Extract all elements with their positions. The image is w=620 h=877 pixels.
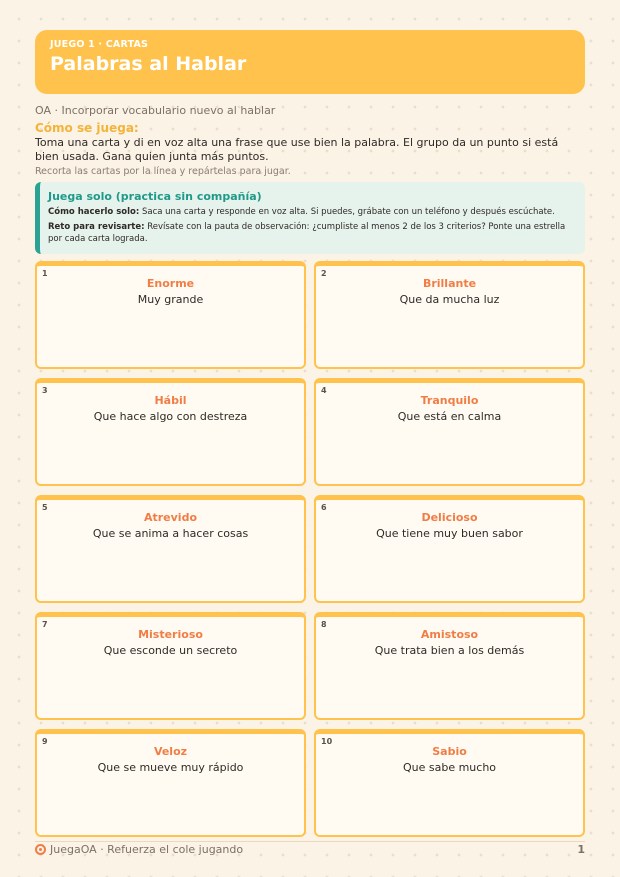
header-kicker: JUEGO 1 · CARTAS	[50, 39, 149, 50]
card-number: 2	[321, 269, 327, 278]
card-definition: Que hace algo con destreza	[93, 410, 248, 423]
page-number: 1	[577, 843, 585, 856]
solo-how-text: Saca una carta y responde en voz alta. Si puedes, grábate con un teléfono y después escúchate.	[139, 207, 555, 217]
card-word: Veloz	[153, 745, 188, 758]
card-number: 1	[42, 269, 48, 278]
card-word: Misterioso	[138, 628, 203, 641]
card-word: Enorme	[146, 277, 195, 290]
card-number: 8	[321, 620, 327, 629]
card-number: 3	[42, 386, 48, 395]
card-number: 4	[321, 386, 327, 395]
card-definition: Que da mucha luz	[399, 293, 500, 306]
target-icon	[35, 844, 46, 855]
solo-how-label: Cómo hacerlo solo:	[48, 207, 140, 217]
card-word: Amistoso	[420, 628, 479, 641]
card-definition: Que esconde un secreto	[103, 644, 238, 657]
card-definition: Que se mueve muy rápido	[97, 761, 244, 774]
page-title: Palabras al Hablar	[50, 53, 247, 75]
word-card	[314, 261, 585, 369]
card-number: 5	[42, 503, 48, 512]
cut-instructions: Recorta las cartas por la línea y repártelas para jugar.	[35, 166, 291, 177]
page-header	[35, 30, 585, 94]
card-word: Atrevido	[143, 511, 198, 524]
footer-brand: JuegaOA · Refuerza el cole jugando	[50, 843, 244, 856]
card-word: Sabio	[432, 745, 467, 758]
card-word: Brillante	[422, 277, 477, 290]
word-card	[314, 495, 585, 603]
word-card	[314, 729, 585, 837]
word-card	[35, 729, 306, 837]
how-to-play-title: Cómo se juega:	[35, 121, 139, 135]
card-word: Hábil	[154, 394, 187, 407]
card-number: 7	[42, 620, 48, 629]
solo-how-line	[48, 206, 576, 218]
card-number: 10	[321, 737, 333, 746]
word-card	[35, 378, 306, 486]
solo-title: Juega solo (practica sin compañía)	[48, 190, 262, 203]
solo-play-box	[35, 182, 585, 254]
card-definition: Que se anima a hacer cosas	[92, 527, 249, 540]
card-number: 6	[321, 503, 327, 512]
solo-challenge-line	[48, 221, 576, 245]
word-card	[35, 261, 306, 369]
word-card	[35, 612, 306, 720]
learning-objective: OA · Incorporar vocabulario nuevo al hablar	[35, 104, 276, 117]
solo-challenge-label: Reto para revisarte:	[48, 222, 145, 232]
card-definition: Muy grande	[137, 293, 204, 306]
footer-divider	[35, 841, 585, 842]
card-definition: Que tiene muy buen sabor	[376, 527, 523, 540]
solo-challenge-text: Revísate con la pauta de observación: ¿cumpliste al menos 2 de los 3 criterios? Ponte una estrella por cada carta lograda.	[48, 222, 566, 244]
card-word: Delicioso	[421, 511, 478, 524]
word-card	[314, 612, 585, 720]
how-to-play-text: Toma una carta y di en voz alta una frase que use bien la palabra. El grupo da un punto si está bien usada. Gana quien junta más puntos.	[35, 136, 559, 163]
card-definition: Que está en calma	[397, 410, 502, 423]
card-number: 9	[42, 737, 48, 746]
word-card	[35, 495, 306, 603]
card-word: Tranquilo	[420, 394, 479, 407]
card-definition: Que sabe mucho	[402, 761, 497, 774]
word-card	[314, 378, 585, 486]
card-definition: Que trata bien a los demás	[374, 644, 525, 657]
